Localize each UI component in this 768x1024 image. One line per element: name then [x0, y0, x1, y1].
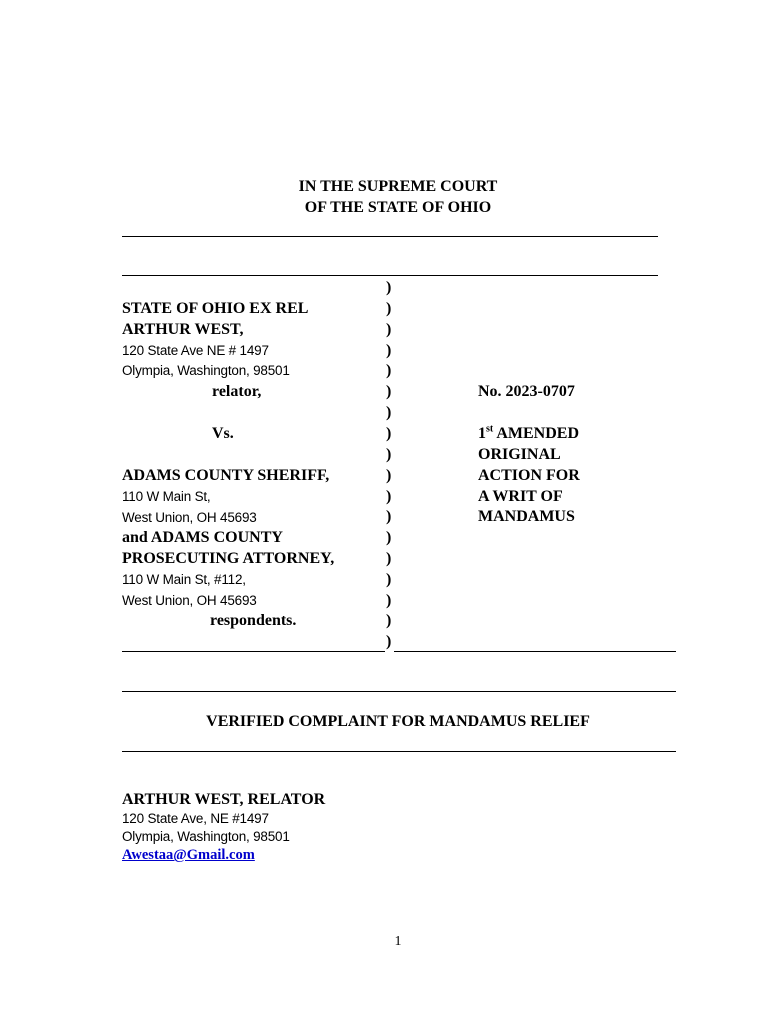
- respondent2-name-line2: PROSECUTING ATTORNEY,: [122, 550, 335, 567]
- heading-rule-1: [122, 236, 658, 237]
- signature-email-link[interactable]: Awestaa@Gmail.com: [122, 847, 255, 863]
- respondent2-address-line2: West Union, OH 45693: [122, 593, 257, 608]
- document-title: VERIFIED COMPLAINT FOR MANDAMUS RELIEF: [206, 713, 590, 730]
- versus-label: Vs.: [212, 425, 234, 442]
- court-name-line2: OF THE STATE OF OHIO: [304, 199, 492, 216]
- title-rule-bottom: [122, 751, 676, 752]
- case-number: No. 2023-0707: [478, 383, 575, 400]
- case-type-line2: ORIGINAL: [478, 446, 561, 463]
- caption-paren: ): [386, 467, 392, 484]
- caption-paren: ): [386, 383, 392, 400]
- caption-paren: ): [386, 592, 392, 609]
- caption-paren: ): [386, 488, 392, 505]
- case-type-line1: [478, 425, 579, 443]
- caption-paren: ): [386, 612, 392, 629]
- caption-paren: ): [386, 404, 392, 421]
- respondent2-name-line1: and ADAMS COUNTY: [122, 529, 283, 546]
- relator-address-line1: 120 State Ave NE # 1497: [122, 343, 269, 358]
- caption-paren: ): [386, 446, 392, 463]
- signature-address-line2: Olympia, Washington, 98501: [122, 829, 290, 844]
- caption-bottom-rule-left: [122, 651, 385, 652]
- caption-paren: ): [386, 550, 392, 567]
- relator-name-line1: STATE OF OHIO EX REL: [122, 300, 309, 317]
- caption-paren: ): [386, 571, 392, 588]
- case-type-line5: MANDAMUS: [478, 508, 575, 525]
- respondent1-name: ADAMS COUNTY SHERIFF,: [122, 467, 330, 484]
- caption-paren: ): [386, 321, 392, 338]
- caption-paren: ): [386, 633, 392, 650]
- respondent1-address-line1: 110 W Main St,: [122, 489, 211, 504]
- signature-name: ARTHUR WEST, RELATOR: [122, 791, 326, 808]
- caption-paren: ): [386, 362, 392, 379]
- court-name-line1: IN THE SUPREME COURT: [298, 178, 498, 195]
- caption-bottom-rule-right: [394, 651, 676, 652]
- case-type-line4: A WRIT OF: [478, 488, 563, 505]
- caption-paren: ): [386, 300, 392, 317]
- amended-word: AMENDED: [493, 425, 580, 442]
- respondent2-address-line1: 110 W Main St, #112,: [122, 572, 246, 587]
- page-number: 1: [394, 934, 402, 949]
- signature-address-line1: 120 State Ave, NE #1497: [122, 811, 269, 826]
- heading-rule-2: [122, 275, 658, 276]
- case-type-line3: ACTION FOR: [478, 467, 580, 484]
- caption-paren: ): [386, 342, 392, 359]
- relator-name-line2: ARTHUR WEST,: [122, 321, 244, 338]
- title-rule-top: [122, 691, 676, 692]
- respondents-role-label: respondents.: [210, 612, 297, 629]
- relator-address-line2: Olympia, Washington, 98501: [122, 363, 290, 378]
- caption-paren: ): [386, 425, 392, 442]
- respondent1-address-line2: West Union, OH 45693: [122, 510, 257, 525]
- caption-paren: ): [386, 529, 392, 546]
- amended-ordinal-suffix: st: [486, 423, 494, 435]
- caption-paren: ): [386, 279, 392, 296]
- relator-role-label: relator,: [212, 383, 262, 400]
- caption-paren: ): [386, 508, 392, 525]
- amended-ordinal: 1: [478, 425, 486, 442]
